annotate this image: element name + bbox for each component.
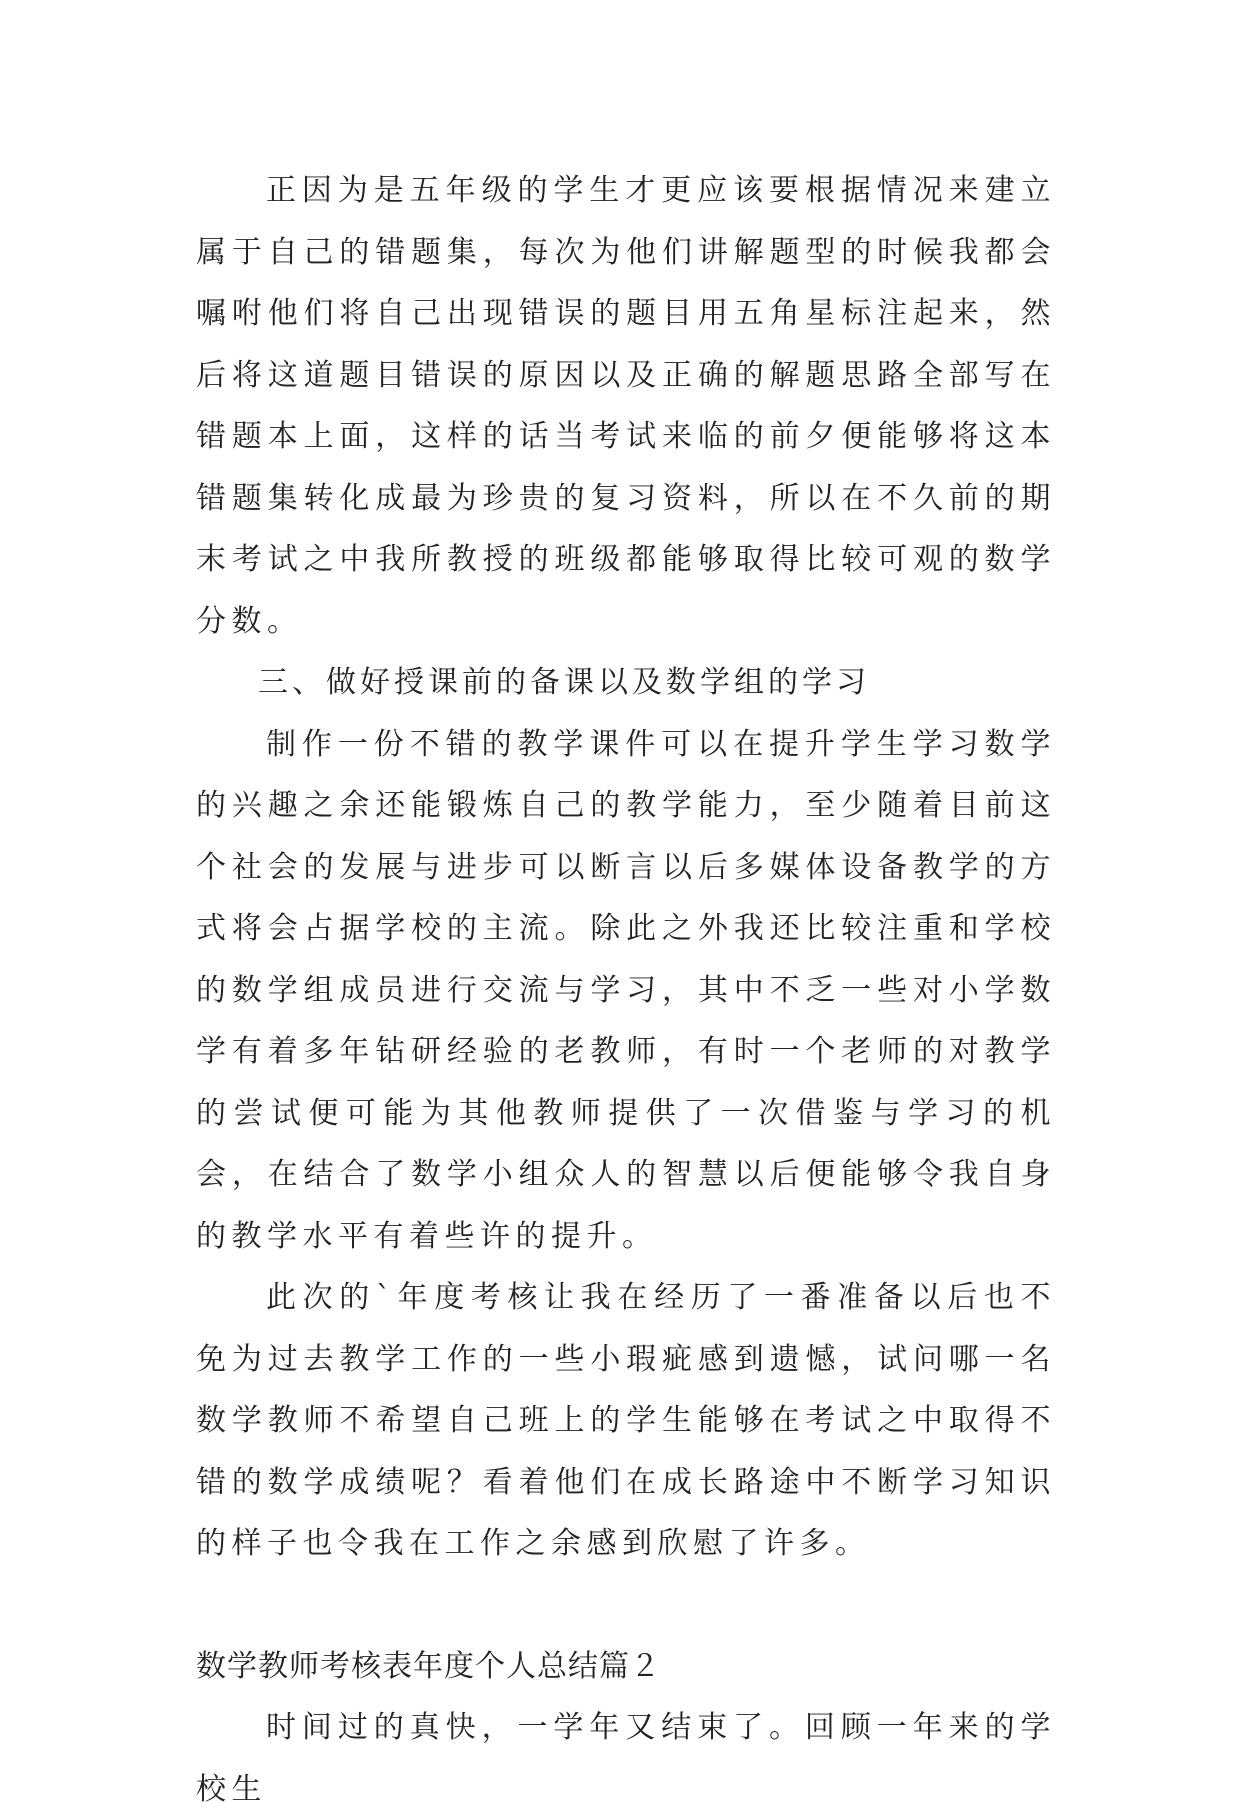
document-body <box>196 160 1056 1820</box>
paragraph-courseware: 制作一份不错的教学课件可以在提升学生学习数学的兴趣之余还能锻炼自己的教学能力，至少随着目前这个社会的发展与进步可以断言以后多媒体设备教学的方式将会占据学校的主流。除此之外我还比较注重和学校的数学组成员进行交流与学习，其中不乏一些对小学数学有着多年钻研经验的老教师，有时一个老师的对教学的尝试便可能为其他教师提供了一次借鉴与学习的机会，在结合了数学小组众人的智慧以后便能够令我自身的教学水平有着些许的提升。 <box>196 726 1056 1254</box>
paragraph-annual-review: 此次的`年度考核让我在经历了一番准备以后也不免为过去教学工作的一些小瑕疵感到遗憾，试问哪一名数学教师不希望自己班上的学生能够在考试之中取得不错的数学成绩呢？看着他们在成长路途中不断学习知识的样子也令我在工作之余感到欣慰了许多。 <box>196 1280 1056 1561</box>
section-title: 数学教师考核表年度个人总结篇２ <box>196 1648 661 1684</box>
paragraph-time-flies: 时间过的真快，一学年又结束了。回顾一年来的学校生 <box>196 1710 1056 1807</box>
paragraph-error-notebook: 正因为是五年级的学生才更应该要根据情况来建立属于自己的错题集，每次为他们讲解题型的时候我都会嘱咐他们将自己出现错误的题目用五角星标注起来，然后将这道题目错误的原因以及正确的解题思路全部写在错题本上面，这样的话当考试来临的前夕便能够将这本错题集转化成最为珍贵的复习资料，所以在不久前的期末考试之中我所教授的班级都能够取得比较可观的数学分数。 <box>196 173 1056 639</box>
subheading-lesson-preparation: 三、做好授课前的备课以及数学组的学习 <box>258 665 870 700</box>
